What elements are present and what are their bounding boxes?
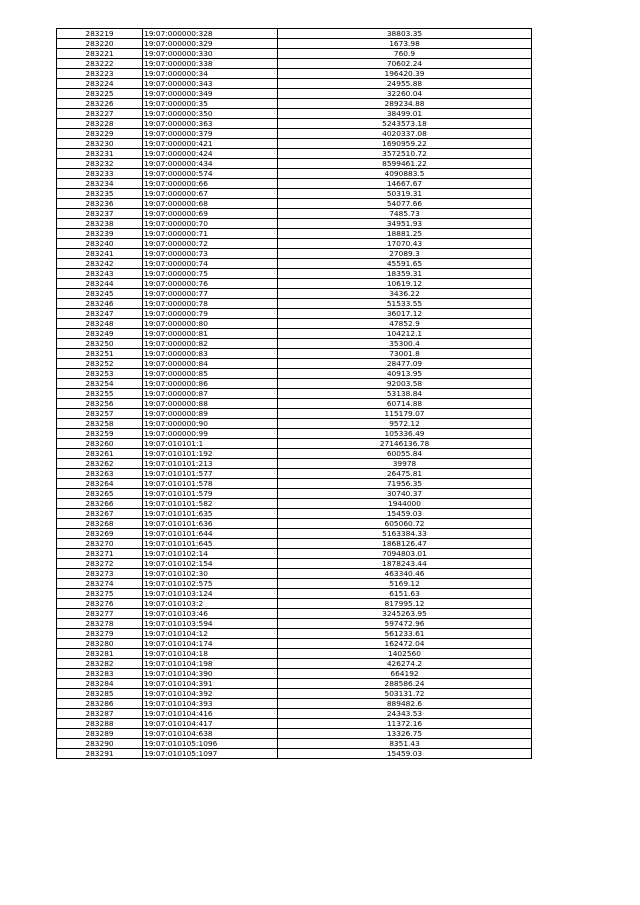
cadastral-value-cell: 288586.24 (278, 679, 532, 689)
row-number-cell: 283227 (57, 109, 143, 119)
cadastral-number-cell: 19:07:000000:90 (143, 419, 278, 429)
cadastral-value-cell: 1673.98 (278, 39, 532, 49)
cadastral-number-cell: 19:07:000000:77 (143, 289, 278, 299)
table-row (57, 559, 532, 569)
cadastral-number-cell: 19:07:000000:66 (143, 179, 278, 189)
cadastral-number-cell: 19:07:000000:72 (143, 239, 278, 249)
row-number-cell: 283268 (57, 519, 143, 529)
row-number-cell: 283270 (57, 539, 143, 549)
cadastral-value-cell: 36017.12 (278, 309, 532, 319)
table-row (57, 719, 532, 729)
table-row (57, 579, 532, 589)
row-number-cell: 283278 (57, 619, 143, 629)
cadastral-value-cell: 54077.66 (278, 199, 532, 209)
table-row (57, 299, 532, 309)
cadastral-number-cell: 19:07:000000:363 (143, 119, 278, 129)
table-row (57, 469, 532, 479)
cadastral-value-cell: 664192 (278, 669, 532, 679)
cadastral-number-cell: 19:07:010104:393 (143, 699, 278, 709)
cadastral-number-cell: 19:07:000000:75 (143, 269, 278, 279)
table-row (57, 309, 532, 319)
row-number-cell: 283263 (57, 469, 143, 479)
table-row (57, 39, 532, 49)
cadastral-value-cell: 32260.04 (278, 89, 532, 99)
cadastral-number-cell: 19:07:000000:330 (143, 49, 278, 59)
cadastral-number-cell: 19:07:010101:645 (143, 539, 278, 549)
cadastral-number-cell: 19:07:000000:70 (143, 219, 278, 229)
table-row (57, 549, 532, 559)
cadastral-number-cell: 19:07:010102:14 (143, 549, 278, 559)
cadastral-value-cell: 38499.01 (278, 109, 532, 119)
row-number-cell: 283272 (57, 559, 143, 569)
cadastral-number-cell: 19:07:010104:18 (143, 649, 278, 659)
table-row (57, 179, 532, 189)
cadastral-value-cell: 18359.31 (278, 269, 532, 279)
row-number-cell: 283234 (57, 179, 143, 189)
cadastral-number-cell: 19:07:000000:328 (143, 29, 278, 39)
table-row (57, 439, 532, 449)
cadastral-value-cell: 817995.12 (278, 599, 532, 609)
cadastral-number-cell: 19:07:000000:338 (143, 59, 278, 69)
row-number-cell: 283242 (57, 259, 143, 269)
row-number-cell: 283255 (57, 389, 143, 399)
row-number-cell: 283229 (57, 129, 143, 139)
table-row (57, 629, 532, 639)
row-number-cell: 283237 (57, 209, 143, 219)
cadastral-value-cell: 426274.2 (278, 659, 532, 669)
row-number-cell: 283266 (57, 499, 143, 509)
cadastral-number-cell: 19:07:000000:89 (143, 409, 278, 419)
row-number-cell: 283291 (57, 749, 143, 759)
cadastral-value-cell: 6151.63 (278, 589, 532, 599)
row-number-cell: 283225 (57, 89, 143, 99)
cadastral-value-cell: 39978 (278, 459, 532, 469)
table-row (57, 359, 532, 369)
row-number-cell: 283283 (57, 669, 143, 679)
cadastral-number-cell: 19:07:000000:349 (143, 89, 278, 99)
table-row (57, 129, 532, 139)
row-number-cell: 283230 (57, 139, 143, 149)
cadastral-number-cell: 19:07:010101:579 (143, 489, 278, 499)
table-row (57, 109, 532, 119)
cadastral-number-cell: 19:07:010103:594 (143, 619, 278, 629)
row-number-cell: 283246 (57, 299, 143, 309)
table-row (57, 499, 532, 509)
table-row (57, 209, 532, 219)
cadastral-number-cell: 19:07:010104:638 (143, 729, 278, 739)
row-number-cell: 283267 (57, 509, 143, 519)
cadastral-number-cell: 19:07:000000:350 (143, 109, 278, 119)
row-number-cell: 283258 (57, 419, 143, 429)
cadastral-value-cell: 50319.31 (278, 189, 532, 199)
cadastral-value-cell: 15459.03 (278, 509, 532, 519)
cadastral-value-cell: 45591.65 (278, 259, 532, 269)
row-number-cell: 283282 (57, 659, 143, 669)
cadastral-value-cell: 28477.09 (278, 359, 532, 369)
cadastral-value-cell: 1868126.47 (278, 539, 532, 549)
row-number-cell: 283284 (57, 679, 143, 689)
table-row (57, 99, 532, 109)
cadastral-number-cell: 19:07:010103:124 (143, 589, 278, 599)
row-number-cell: 283219 (57, 29, 143, 39)
row-number-cell: 283243 (57, 269, 143, 279)
cadastral-number-cell: 19:07:000000:421 (143, 139, 278, 149)
cadastral-number-cell: 19:07:000000:67 (143, 189, 278, 199)
cadastral-number-cell: 19:07:010102:30 (143, 569, 278, 579)
cadastral-value-cell: 34951.93 (278, 219, 532, 229)
row-number-cell: 283275 (57, 589, 143, 599)
row-number-cell: 283277 (57, 609, 143, 619)
row-number-cell: 283238 (57, 219, 143, 229)
table-row (57, 29, 532, 39)
table-row (57, 169, 532, 179)
table-row (57, 329, 532, 339)
cadastral-number-cell: 19:07:010105:1096 (143, 739, 278, 749)
table-row (57, 159, 532, 169)
cadastral-number-cell: 19:07:000000:81 (143, 329, 278, 339)
table-row (57, 609, 532, 619)
cadastral-number-cell: 19:07:000000:74 (143, 259, 278, 269)
cadastral-value-cell: 8599461.22 (278, 159, 532, 169)
table-row (57, 279, 532, 289)
cadastral-value-cell: 17070.43 (278, 239, 532, 249)
cadastral-number-cell: 19:07:010101:577 (143, 469, 278, 479)
cadastral-number-cell: 19:07:000000:329 (143, 39, 278, 49)
cadastral-value-cell: 60055.84 (278, 449, 532, 459)
row-number-cell: 283248 (57, 319, 143, 329)
cadastral-number-cell: 19:07:010104:198 (143, 659, 278, 669)
row-number-cell: 283236 (57, 199, 143, 209)
table-row (57, 429, 532, 439)
cadastral-value-cell: 105336.49 (278, 429, 532, 439)
cadastral-number-cell: 19:07:010104:391 (143, 679, 278, 689)
cadastral-number-cell: 19:07:010103:2 (143, 599, 278, 609)
cadastral-value-table (56, 28, 532, 759)
row-number-cell: 283276 (57, 599, 143, 609)
cadastral-value-cell: 3245263.95 (278, 609, 532, 619)
row-number-cell: 283285 (57, 689, 143, 699)
table-row (57, 639, 532, 649)
table-row (57, 709, 532, 719)
table-row (57, 319, 532, 329)
cadastral-value-cell: 503131.72 (278, 689, 532, 699)
table-row (57, 599, 532, 609)
row-number-cell: 283290 (57, 739, 143, 749)
row-number-cell: 283233 (57, 169, 143, 179)
cadastral-number-cell: 19:07:010104:12 (143, 629, 278, 639)
table-row (57, 289, 532, 299)
row-number-cell: 283235 (57, 189, 143, 199)
cadastral-value-cell: 13326.75 (278, 729, 532, 739)
cadastral-value-cell: 15459.03 (278, 749, 532, 759)
cadastral-number-cell: 19:07:010104:417 (143, 719, 278, 729)
row-number-cell: 283257 (57, 409, 143, 419)
cadastral-value-cell: 73001.8 (278, 349, 532, 359)
row-number-cell: 283223 (57, 69, 143, 79)
cadastral-value-cell: 1944000 (278, 499, 532, 509)
cadastral-number-cell: 19:07:010101:578 (143, 479, 278, 489)
table-row (57, 259, 532, 269)
cadastral-value-cell: 760.9 (278, 49, 532, 59)
row-number-cell: 283240 (57, 239, 143, 249)
cadastral-value-cell: 8351.43 (278, 739, 532, 749)
row-number-cell: 283228 (57, 119, 143, 129)
cadastral-number-cell: 19:07:000000:35 (143, 99, 278, 109)
table-body (57, 29, 532, 759)
table-row (57, 399, 532, 409)
cadastral-value-cell: 24955.88 (278, 79, 532, 89)
row-number-cell: 283287 (57, 709, 143, 719)
cadastral-number-cell: 19:07:000000:87 (143, 389, 278, 399)
cadastral-number-cell: 19:07:010101:582 (143, 499, 278, 509)
cadastral-number-cell: 19:07:000000:73 (143, 249, 278, 259)
cadastral-number-cell: 19:07:010104:392 (143, 689, 278, 699)
cadastral-number-cell: 19:07:000000:424 (143, 149, 278, 159)
row-number-cell: 283247 (57, 309, 143, 319)
table-row (57, 59, 532, 69)
table-row (57, 239, 532, 249)
table-row (57, 419, 532, 429)
table-row (57, 79, 532, 89)
cadastral-value-cell: 38803.35 (278, 29, 532, 39)
row-number-cell: 283281 (57, 649, 143, 659)
table-row (57, 249, 532, 259)
cadastral-value-cell: 70602.24 (278, 59, 532, 69)
row-number-cell: 283231 (57, 149, 143, 159)
row-number-cell: 283289 (57, 729, 143, 739)
cadastral-number-cell: 19:07:000000:34 (143, 69, 278, 79)
row-number-cell: 283252 (57, 359, 143, 369)
table-row (57, 519, 532, 529)
row-number-cell: 283269 (57, 529, 143, 539)
cadastral-value-cell: 1690959.22 (278, 139, 532, 149)
row-number-cell: 283256 (57, 399, 143, 409)
cadastral-number-cell: 19:07:010101:636 (143, 519, 278, 529)
table-row (57, 669, 532, 679)
table-row (57, 119, 532, 129)
table-row (57, 69, 532, 79)
table-row (57, 409, 532, 419)
cadastral-value-cell: 24343.53 (278, 709, 532, 719)
row-number-cell: 283264 (57, 479, 143, 489)
cadastral-number-cell: 19:07:010102:154 (143, 559, 278, 569)
cadastral-number-cell: 19:07:000000:86 (143, 379, 278, 389)
cadastral-value-cell: 35300.4 (278, 339, 532, 349)
table-row (57, 659, 532, 669)
cadastral-value-cell: 60714.88 (278, 399, 532, 409)
cadastral-number-cell: 19:07:000000:574 (143, 169, 278, 179)
row-number-cell: 283224 (57, 79, 143, 89)
cadastral-value-cell: 71956.35 (278, 479, 532, 489)
table-row (57, 219, 532, 229)
cadastral-value-cell: 18881.25 (278, 229, 532, 239)
cadastral-number-cell: 19:07:010101:192 (143, 449, 278, 459)
table-row (57, 149, 532, 159)
row-number-cell: 283232 (57, 159, 143, 169)
cadastral-value-cell: 889482.6 (278, 699, 532, 709)
cadastral-number-cell: 19:07:000000:83 (143, 349, 278, 359)
cadastral-number-cell: 19:07:010103:46 (143, 609, 278, 619)
row-number-cell: 283286 (57, 699, 143, 709)
row-number-cell: 283222 (57, 59, 143, 69)
cadastral-value-cell: 289234.88 (278, 99, 532, 109)
cadastral-value-cell: 27089.3 (278, 249, 532, 259)
table-row (57, 269, 532, 279)
table-row (57, 229, 532, 239)
cadastral-number-cell: 19:07:000000:82 (143, 339, 278, 349)
cadastral-value-cell: 162472.04 (278, 639, 532, 649)
cadastral-value-cell: 26475.81 (278, 469, 532, 479)
cadastral-value-cell: 27146136.78 (278, 439, 532, 449)
cadastral-value-cell: 5169.12 (278, 579, 532, 589)
table-row (57, 349, 532, 359)
cadastral-number-cell: 19:07:000000:78 (143, 299, 278, 309)
cadastral-value-cell: 1878243.44 (278, 559, 532, 569)
table-row (57, 449, 532, 459)
row-number-cell: 283245 (57, 289, 143, 299)
table-row (57, 569, 532, 579)
cadastral-number-cell: 19:07:000000:71 (143, 229, 278, 239)
cadastral-number-cell: 19:07:000000:85 (143, 369, 278, 379)
row-number-cell: 283261 (57, 449, 143, 459)
cadastral-value-cell: 115179.07 (278, 409, 532, 419)
table-row (57, 649, 532, 659)
table-row (57, 739, 532, 749)
row-number-cell: 283260 (57, 439, 143, 449)
row-number-cell: 283220 (57, 39, 143, 49)
cadastral-value-cell: 196420.39 (278, 69, 532, 79)
cadastral-value-cell: 9572.12 (278, 419, 532, 429)
table-row (57, 389, 532, 399)
cadastral-value-cell: 4090883.5 (278, 169, 532, 179)
cadastral-value-cell: 5163384.33 (278, 529, 532, 539)
cadastral-number-cell: 19:07:000000:88 (143, 399, 278, 409)
table-row (57, 539, 532, 549)
row-number-cell: 283226 (57, 99, 143, 109)
row-number-cell: 283273 (57, 569, 143, 579)
table-row (57, 459, 532, 469)
table-row (57, 689, 532, 699)
cadastral-number-cell: 19:07:000000:84 (143, 359, 278, 369)
cadastral-number-cell: 19:07:000000:99 (143, 429, 278, 439)
cadastral-number-cell: 19:07:000000:379 (143, 129, 278, 139)
row-number-cell: 283250 (57, 339, 143, 349)
cadastral-value-cell: 463340.46 (278, 569, 532, 579)
table-row (57, 749, 532, 759)
table-row (57, 529, 532, 539)
row-number-cell: 283251 (57, 349, 143, 359)
cadastral-value-cell: 5243573.18 (278, 119, 532, 129)
table-row (57, 479, 532, 489)
row-number-cell: 283265 (57, 489, 143, 499)
row-number-cell: 283279 (57, 629, 143, 639)
cadastral-value-cell: 11372.16 (278, 719, 532, 729)
table-row (57, 339, 532, 349)
table-row (57, 49, 532, 59)
cadastral-value-cell: 3436.22 (278, 289, 532, 299)
table-row (57, 489, 532, 499)
cadastral-value-cell: 561233.61 (278, 629, 532, 639)
table-row (57, 729, 532, 739)
row-number-cell: 283274 (57, 579, 143, 589)
row-number-cell: 283249 (57, 329, 143, 339)
cadastral-value-cell: 1402560 (278, 649, 532, 659)
cadastral-number-cell: 19:07:000000:69 (143, 209, 278, 219)
table-row (57, 369, 532, 379)
row-number-cell: 283221 (57, 49, 143, 59)
cadastral-number-cell: 19:07:000000:76 (143, 279, 278, 289)
cadastral-value-cell: 47852.9 (278, 319, 532, 329)
cadastral-number-cell: 19:07:010101:213 (143, 459, 278, 469)
cadastral-number-cell: 19:07:000000:434 (143, 159, 278, 169)
table-row (57, 589, 532, 599)
cadastral-value-cell: 53138.84 (278, 389, 532, 399)
row-number-cell: 283262 (57, 459, 143, 469)
table-row (57, 139, 532, 149)
cadastral-value-cell: 7485.73 (278, 209, 532, 219)
row-number-cell: 283244 (57, 279, 143, 289)
row-number-cell: 283280 (57, 639, 143, 649)
row-number-cell: 283288 (57, 719, 143, 729)
cadastral-value-cell: 10619.12 (278, 279, 532, 289)
row-number-cell: 283254 (57, 379, 143, 389)
cadastral-value-cell: 605060.72 (278, 519, 532, 529)
row-number-cell: 283259 (57, 429, 143, 439)
table-row (57, 699, 532, 709)
cadastral-number-cell: 19:07:000000:79 (143, 309, 278, 319)
cadastral-value-cell: 14667.67 (278, 179, 532, 189)
cadastral-number-cell: 19:07:010102:575 (143, 579, 278, 589)
cadastral-number-cell: 19:07:010101:644 (143, 529, 278, 539)
cadastral-number-cell: 19:07:000000:343 (143, 79, 278, 89)
cadastral-number-cell: 19:07:010101:1 (143, 439, 278, 449)
table-row (57, 509, 532, 519)
cadastral-value-cell: 597472.96 (278, 619, 532, 629)
cadastral-number-cell: 19:07:000000:68 (143, 199, 278, 209)
cadastral-number-cell: 19:07:010104:390 (143, 669, 278, 679)
cadastral-value-cell: 30740.37 (278, 489, 532, 499)
table-row (57, 679, 532, 689)
cadastral-number-cell: 19:07:010101:635 (143, 509, 278, 519)
cadastral-number-cell: 19:07:010104:416 (143, 709, 278, 719)
table-row (57, 619, 532, 629)
cadastral-value-cell: 3572510.72 (278, 149, 532, 159)
cadastral-value-cell: 51533.55 (278, 299, 532, 309)
table-row (57, 189, 532, 199)
cadastral-value-cell: 40913.95 (278, 369, 532, 379)
table-row (57, 89, 532, 99)
cadastral-number-cell: 19:07:010105:1097 (143, 749, 278, 759)
cadastral-value-cell: 92003.58 (278, 379, 532, 389)
row-number-cell: 283241 (57, 249, 143, 259)
cadastral-value-cell: 4020337.08 (278, 129, 532, 139)
cadastral-value-cell: 7094803.01 (278, 549, 532, 559)
table-row (57, 379, 532, 389)
cadastral-number-cell: 19:07:000000:80 (143, 319, 278, 329)
cadastral-value-cell: 104212.1 (278, 329, 532, 339)
cadastral-number-cell: 19:07:010104:174 (143, 639, 278, 649)
table-row (57, 199, 532, 209)
row-number-cell: 283253 (57, 369, 143, 379)
row-number-cell: 283271 (57, 549, 143, 559)
row-number-cell: 283239 (57, 229, 143, 239)
